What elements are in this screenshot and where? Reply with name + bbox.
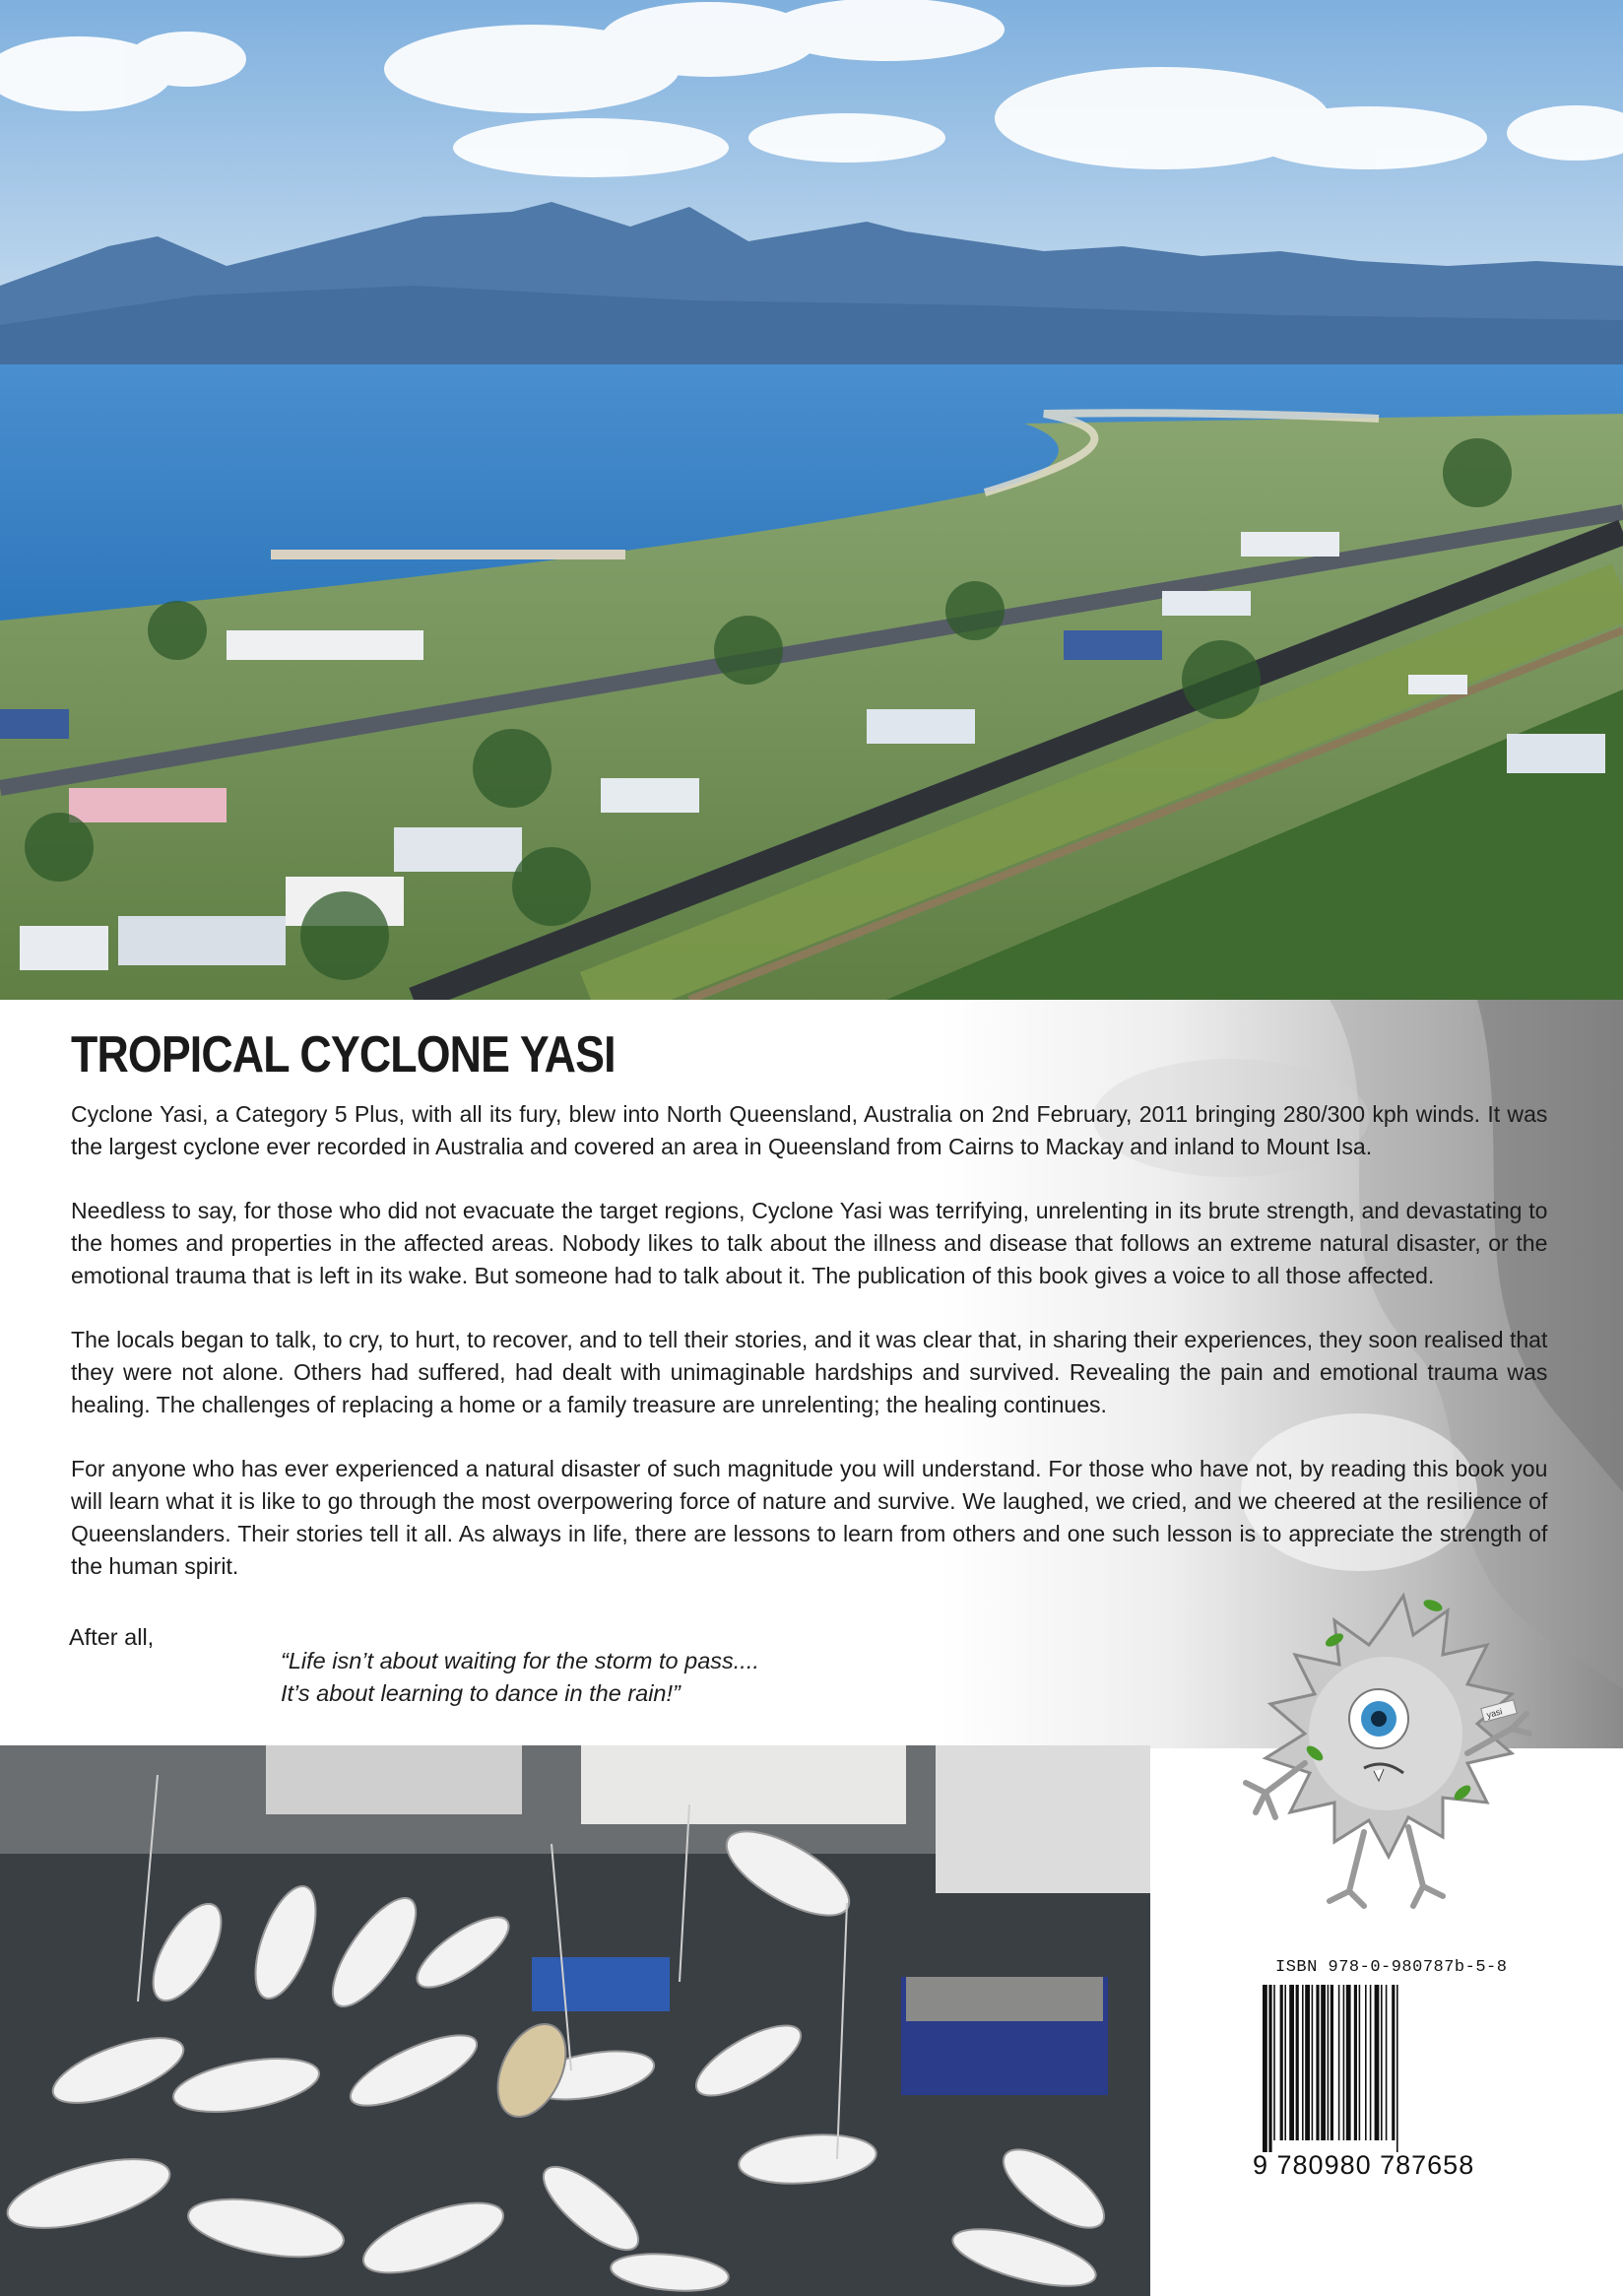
blurb-paragraph-2: Needless to say, for those who did not evacuate the target regions, Cyclone Yasi was terrifying, unrelenting in its brute strength, and devastating to the homes and properties in the affected areas. Nobody likes to talk about the illness and disease that follows an extreme natural disaster, or the emotional trauma that is left in its wake. But someone had to talk about it. The publication of this book gives a voice to all those affected. bbox=[71, 1198, 1548, 1288]
barcode-bar bbox=[1370, 1985, 1372, 2140]
barcode-bar bbox=[1338, 1985, 1340, 2140]
mascot-tag-label: yasi bbox=[1485, 1706, 1504, 1721]
quote-line-2: It’s about learning to dance in the rain!” bbox=[281, 1680, 681, 1706]
barcode-bars bbox=[1263, 1985, 1509, 2152]
barcode-bar bbox=[1312, 1985, 1314, 2140]
book-title: TROPICAL CYCLONE YASI bbox=[71, 1026, 616, 1083]
blurb-paragraph-3: The locals began to talk, to cry, to hurt, to recover, and to tell their stories, and it was clear that, in sharing their experiences, they soon realised that they were not alone. Others had suffered, had dealt with unimaginable hardships and survived. Revealing the pain and emotional trauma was healing. The challenges of replacing a home or a family treasure are unrelenting; the healing continues. bbox=[71, 1327, 1548, 1417]
barcode-bar bbox=[1316, 1985, 1319, 2140]
barcode-bar bbox=[1396, 1985, 1398, 2152]
barcode-bar bbox=[1321, 1985, 1326, 2140]
after-all-text: After all, bbox=[69, 1624, 155, 1650]
barcode-bar bbox=[1392, 1985, 1395, 2140]
barcode-bar bbox=[1359, 1985, 1361, 2140]
isbn-label: ISBN 978-0-980787b-5-8 bbox=[1275, 1958, 1508, 1977]
cyclone-mascot-illustration bbox=[1216, 1566, 1551, 1926]
barcode-bar bbox=[1268, 1985, 1271, 2152]
barcode-bar bbox=[1328, 1985, 1330, 2140]
barcode-bar bbox=[1296, 1985, 1299, 2140]
quote-line-1: “Life isn’t about waiting for the storm to pass.... bbox=[281, 1648, 759, 1673]
barcode-bar bbox=[1302, 1985, 1304, 2140]
jetty bbox=[271, 550, 625, 559]
barcode-bar bbox=[1284, 1985, 1286, 2140]
barcode-bar bbox=[1375, 1985, 1380, 2140]
boats-damage-photo bbox=[0, 1745, 1150, 2296]
barcode-bar bbox=[1354, 1985, 1357, 2140]
hero-photo-coastal-town bbox=[0, 0, 1623, 1000]
barcode-bar bbox=[1305, 1985, 1310, 2140]
barcode-bar bbox=[1365, 1985, 1367, 2140]
barcode-bar bbox=[1386, 1985, 1388, 2140]
barcode-bar bbox=[1331, 1985, 1333, 2140]
barcode-bar bbox=[1343, 1985, 1345, 2140]
barcode-bar bbox=[1346, 1985, 1351, 2140]
barcode-number: 9 780980 787658 bbox=[1253, 2150, 1475, 2180]
barcode-bar bbox=[1263, 1985, 1267, 2152]
barcode-bar bbox=[1280, 1985, 1283, 2140]
blurb-text bbox=[71, 1098, 1578, 1614]
barcode-bar bbox=[1381, 1985, 1383, 2140]
blue-tarp bbox=[532, 1957, 670, 2011]
closing-quote bbox=[281, 1645, 759, 1710]
barcode-bar bbox=[1289, 1985, 1294, 2140]
blurb-paragraph-4: For anyone who has ever experienced a natural disaster of such magnitude you will understand. For those who have not, by reading this book you will learn what it is like to go through the most overpowering force of nature and survive. We laughed, we cried, and we cheered at the resilience of Queenslanders. Their stories tell it all. As always in life, there are lessons to learn from others and one such lesson is to appreciate the strength of the human spirit. bbox=[71, 1456, 1548, 1579]
blurb-paragraph-1: Cyclone Yasi, a Category 5 Plus, with all its fury, blew into North Queensland, Australia on 2nd February, 2011 bringing 280/300 kph winds. It was the largest cyclone ever recorded in Australia and covered an area in Queensland from Cairns to Mackay and inland to Mount Isa. bbox=[71, 1101, 1548, 1159]
barcode-bar bbox=[1273, 1985, 1275, 2140]
